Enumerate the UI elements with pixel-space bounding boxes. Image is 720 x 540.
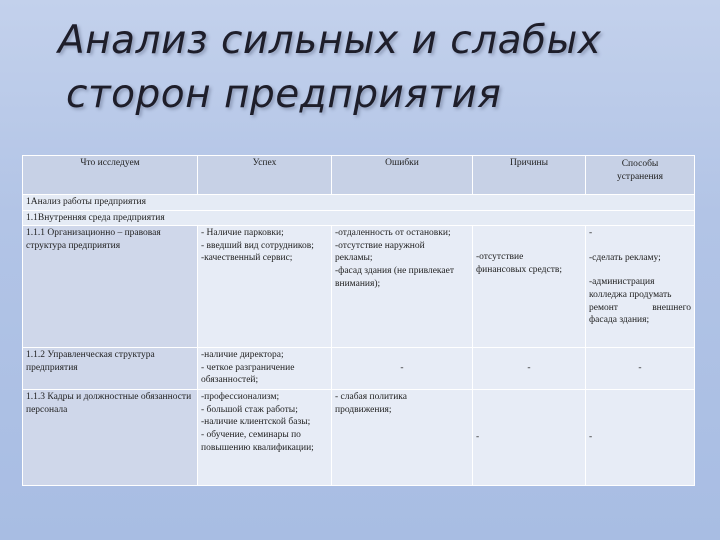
row1-errors-3: рекламы; bbox=[335, 253, 373, 264]
row3-success-3: -наличие клиентской базы; bbox=[201, 417, 311, 428]
header-errors: Ошибки bbox=[332, 156, 473, 195]
section-row-2 bbox=[23, 210, 695, 226]
row1-remedies bbox=[586, 226, 695, 348]
row1-remedies-4: колледжа продумать bbox=[589, 289, 672, 300]
row3-errors-1: - слабая политика bbox=[335, 392, 407, 403]
row2-errors: - bbox=[332, 348, 473, 390]
header-remedies: Способы устранения bbox=[586, 156, 695, 195]
table-header-row bbox=[23, 156, 695, 195]
row1-errors-1: -отдаленность от остановки; bbox=[335, 228, 451, 239]
row3-success-4: - обучение, семинары по bbox=[201, 429, 301, 440]
header-causes: Причины bbox=[473, 156, 586, 195]
row1-topic: 1.1.1 Организационно – правовая структура предприятия bbox=[23, 226, 198, 348]
row1-success-3: -качественный сервис; bbox=[201, 253, 293, 264]
row2-success-2: - четкое разграничение bbox=[201, 362, 295, 373]
row2-remedies: - bbox=[586, 348, 695, 390]
row2-topic: 1.1.2 Управленческая структура предприятия bbox=[23, 348, 198, 390]
section-label-1: 1Анализ работы предприятия bbox=[23, 195, 695, 211]
row2-causes: - bbox=[473, 348, 586, 390]
row3-errors-2: продвижения; bbox=[335, 404, 392, 415]
row1-remedies-5a: ремонт bbox=[589, 302, 618, 313]
row1-success-2: - введший вид сотрудников; bbox=[201, 240, 314, 251]
section-row-1 bbox=[23, 195, 695, 211]
analysis-table bbox=[22, 155, 695, 486]
row1-errors bbox=[332, 226, 473, 348]
slide-title bbox=[58, 14, 698, 122]
row1-success bbox=[198, 226, 332, 348]
row1-remedies-6: фасада здания; bbox=[589, 315, 650, 326]
title-line-2: сторон предприятия bbox=[66, 72, 502, 117]
section-label-2: 1.1Внутренняя среда предприятия bbox=[23, 210, 695, 226]
row2-success bbox=[198, 348, 332, 390]
header-success: Успех bbox=[198, 156, 332, 195]
table-row bbox=[23, 390, 695, 486]
table-row bbox=[23, 348, 695, 390]
row1-errors-2: -отсутствие наружной bbox=[335, 240, 425, 251]
row3-success-2: - большой стаж работы; bbox=[201, 404, 298, 415]
row3-success bbox=[198, 390, 332, 486]
row3-success-1: -профессионализм; bbox=[201, 392, 280, 403]
row1-causes bbox=[473, 226, 586, 348]
row3-remedies: - bbox=[586, 390, 695, 486]
row3-errors bbox=[332, 390, 473, 486]
header-what: Что исследуем bbox=[23, 156, 198, 195]
row1-remedies-3: -администрация bbox=[589, 277, 655, 288]
row1-remedies-5b: внешнего bbox=[652, 302, 691, 313]
row1-causes-1: -отсутствие bbox=[476, 252, 524, 263]
row2-success-1: -наличие директора; bbox=[201, 350, 284, 361]
row1-remedies-2: -сделать рекламу; bbox=[589, 252, 661, 263]
row2-success-3: обязанностей; bbox=[201, 375, 259, 386]
table-row bbox=[23, 226, 695, 348]
row1-errors-5: внимания); bbox=[335, 278, 381, 289]
row1-remedies-5-line bbox=[589, 302, 691, 315]
row3-causes: - bbox=[473, 390, 586, 486]
row1-errors-4: -фасад здания (не привлекает bbox=[335, 265, 454, 276]
row1-causes-2: финансовых средств; bbox=[476, 264, 562, 275]
row1-remedies-1: - bbox=[589, 228, 593, 239]
row1-success-1: - Наличие парковки; bbox=[201, 228, 284, 239]
row3-topic: 1.1.3 Кадры и должностные обязанности персонала bbox=[23, 390, 198, 486]
row3-success-5: повышению квалификации; bbox=[201, 442, 314, 453]
title-line-1: Анализ сильных и слабых bbox=[58, 18, 602, 63]
